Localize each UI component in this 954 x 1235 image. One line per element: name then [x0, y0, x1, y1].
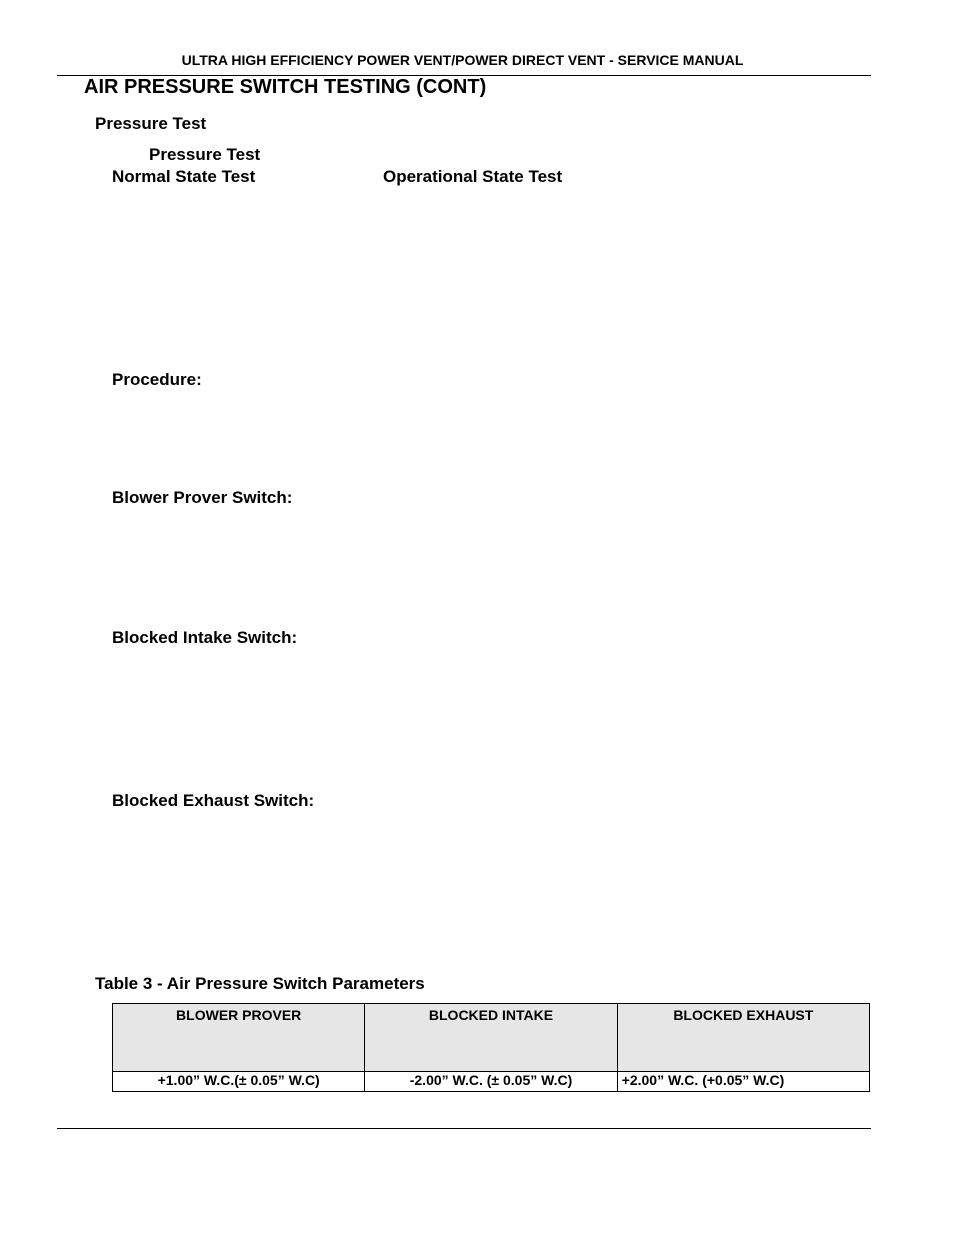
- running-header: ULTRA HIGH EFFICIENCY POWER VENT/POWER DIRECT VENT - SERVICE MANUAL: [181, 52, 744, 68]
- cell-blocked-intake-value: -2.00” W.C. (± 0.05” W.C): [365, 1072, 617, 1092]
- blower-prover-switch-heading: Blower Prover Switch:: [112, 488, 293, 507]
- column-header-blocked-exhaust: BLOCKED EXHAUST: [617, 1004, 869, 1072]
- cell-blower-prover-value: +1.00” W.C.(± 0.05” W.C): [113, 1072, 365, 1092]
- blocked-intake-switch-heading: Blocked Intake Switch:: [112, 628, 298, 647]
- table-caption: Table 3 - Air Pressure Switch Parameters: [95, 974, 425, 993]
- footer-rule: [57, 1128, 871, 1129]
- pressure-test-heading: Pressure Test: [95, 114, 207, 133]
- pressure-test-subheading: Pressure Test: [149, 145, 261, 164]
- section-title: AIR PRESSURE SWITCH TESTING (CONT): [84, 76, 487, 98]
- table-row: [113, 1072, 870, 1092]
- air-pressure-switch-parameters-table: [112, 1003, 870, 1092]
- cell-blocked-exhaust-value: +2.00” W.C. (+0.05” W.C): [617, 1072, 869, 1092]
- column-header-blower-prover: BLOWER PROVER: [113, 1004, 365, 1072]
- procedure-heading: Procedure:: [112, 370, 202, 389]
- blocked-exhaust-switch-heading: Blocked Exhaust Switch:: [112, 791, 315, 810]
- normal-state-test-heading: Normal State Test: [112, 167, 256, 186]
- column-header-blocked-intake: BLOCKED INTAKE: [365, 1004, 617, 1072]
- table-header-row: [113, 1004, 870, 1072]
- operational-state-test-heading: Operational State Test: [383, 167, 563, 186]
